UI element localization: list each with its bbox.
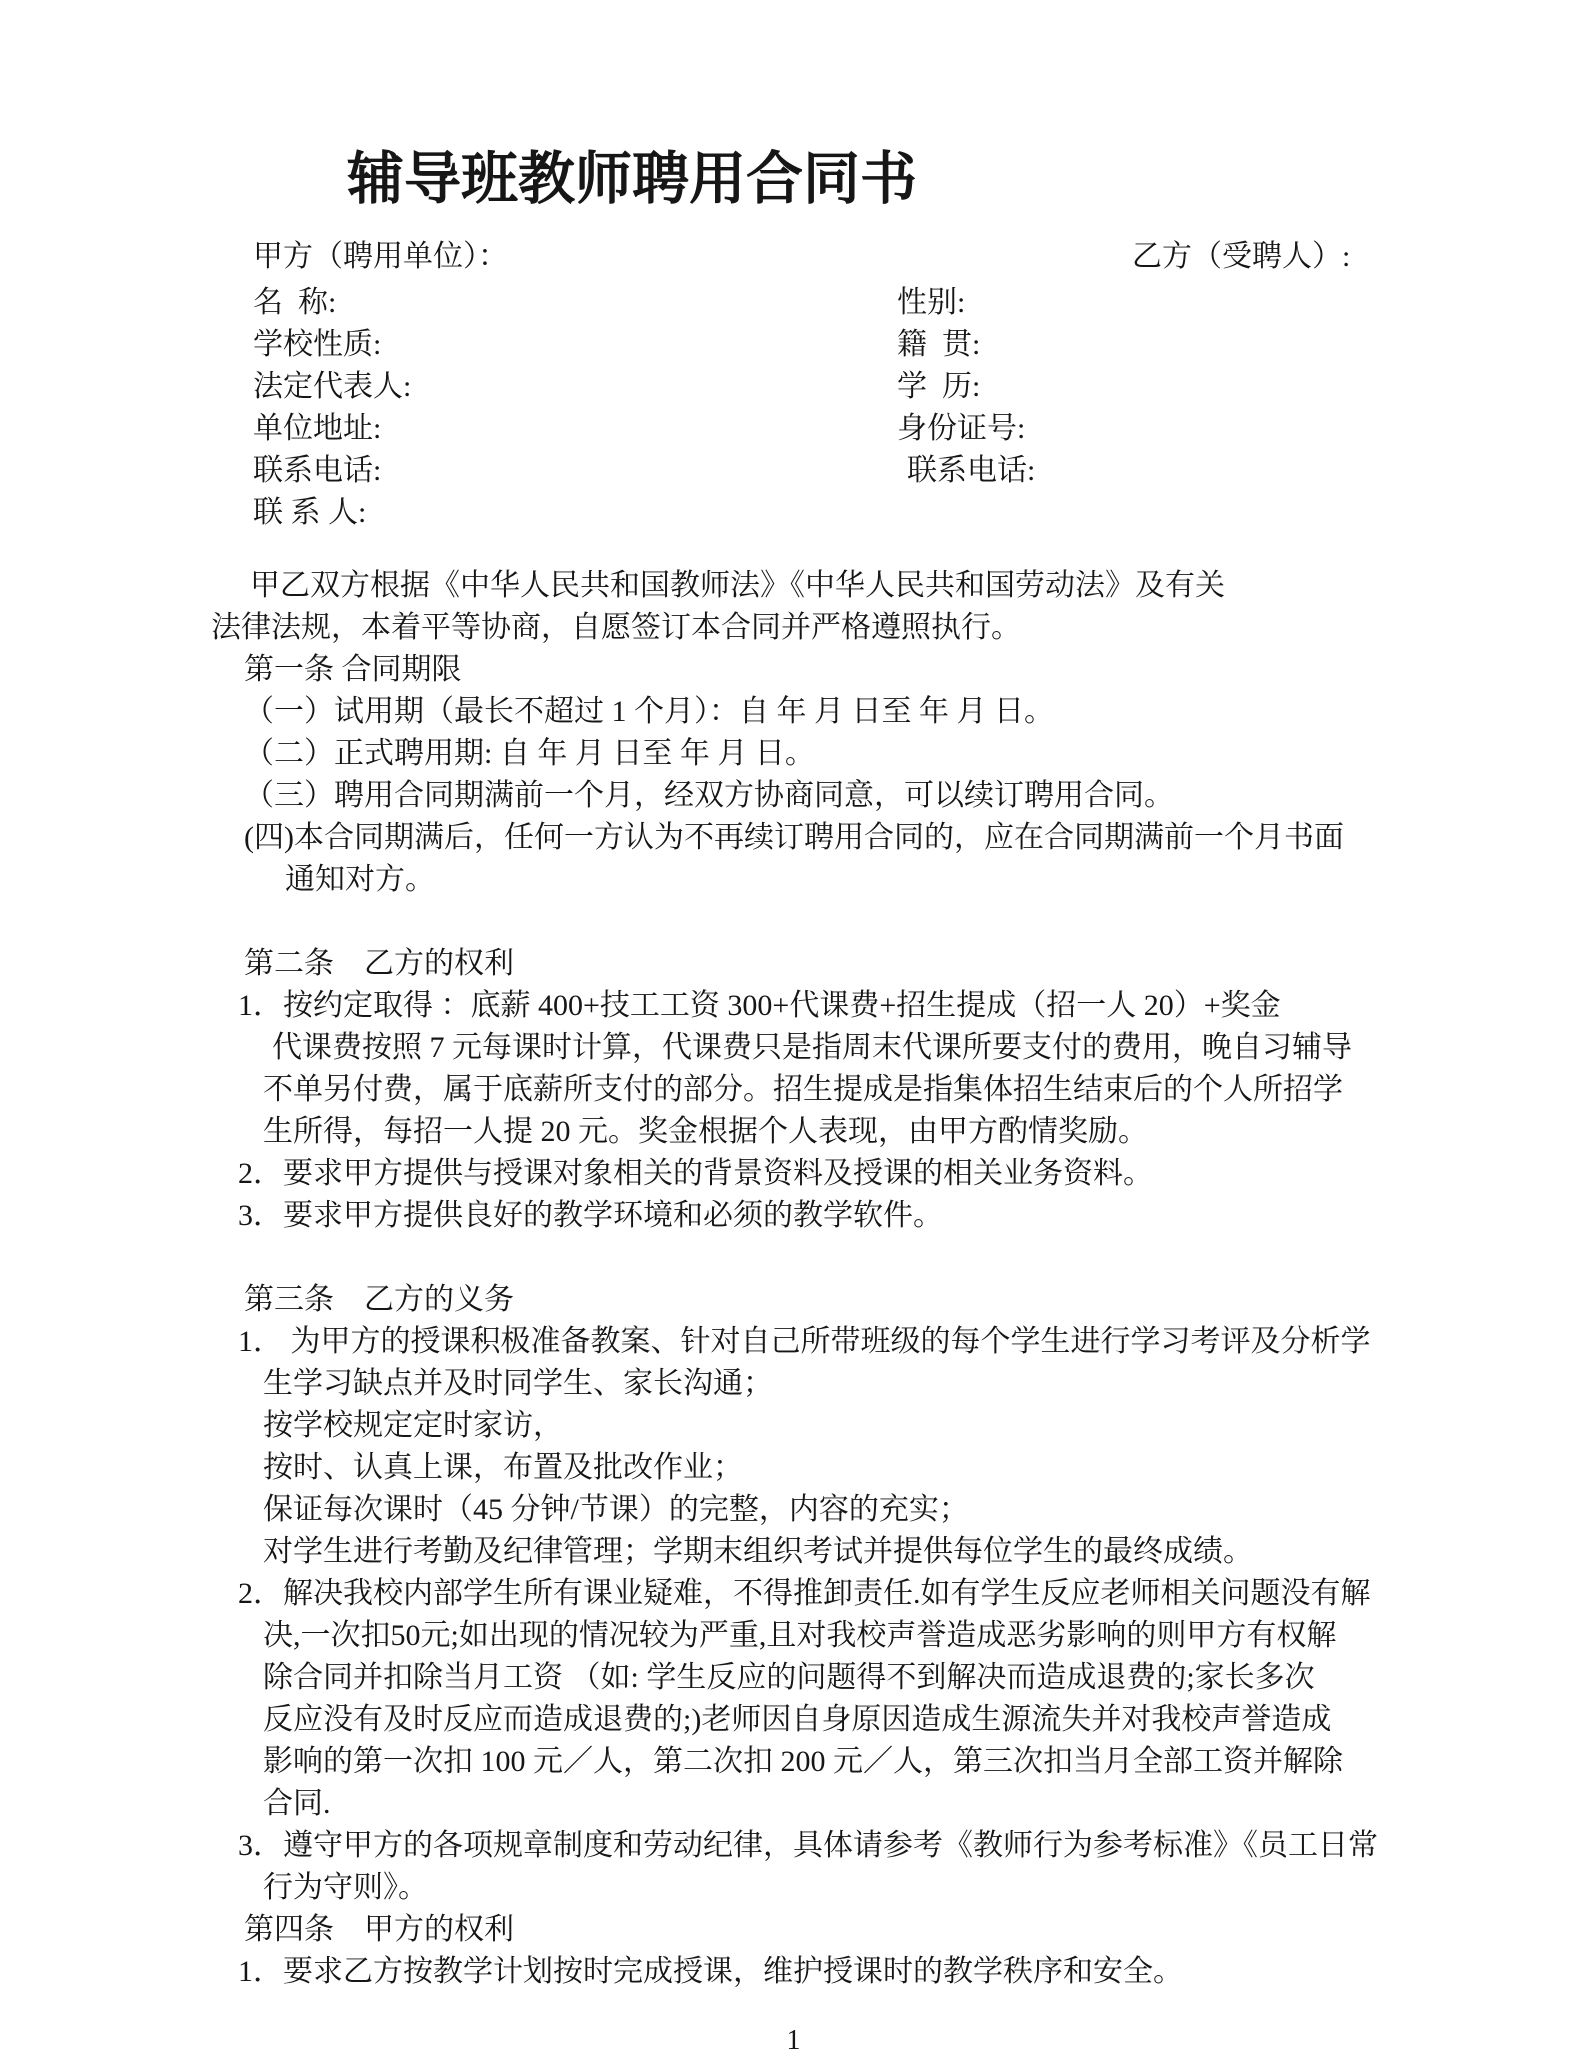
contract-line: 2．解决我校内部学生所有课业疑难，不得推卸责任.如有学生反应老师相关问题没有解 bbox=[238, 1577, 1371, 1610]
document-title: 辅导班教师聘用合同书 bbox=[347, 148, 917, 211]
contract-line: 通知对方。 bbox=[285, 863, 435, 896]
contract-line: 1． 为甲方的授课积极准备教案、针对自己所带班级的每个学生进行学习考评及分析学 bbox=[238, 1325, 1371, 1358]
contract-line: 按学校规定定时家访， bbox=[263, 1409, 563, 1442]
party-b-label: 乙方（受聘人）: bbox=[1132, 240, 1351, 273]
contract-line: 按时、认真上课，布置及批改作业； bbox=[263, 1451, 743, 1484]
field-label-unit-address: 单位地址: bbox=[253, 412, 382, 445]
field-label-phone-a: 联系电话: bbox=[253, 454, 382, 487]
contract-line: 法律法规，本着平等协商，自愿签订本合同并严格遵照执行。 bbox=[211, 611, 1021, 644]
contract-line: 对学生进行考勤及纪律管理；学期末组织考试并提供每位学生的最终成绩。 bbox=[263, 1535, 1253, 1568]
contract-line: 保证每次课时（45 分钟/节课）的完整，内容的充实； bbox=[263, 1493, 969, 1526]
field-label-id-number: 身份证号: bbox=[897, 412, 1026, 445]
contract-line: 合同. bbox=[263, 1787, 331, 1820]
field-label-legal-representative: 法定代表人: bbox=[253, 370, 412, 403]
contract-line: 不单另付费，属于底薪所支付的部分。招生提成是指集体招生结束后的个人所招学 bbox=[263, 1073, 1343, 1106]
spacer-line bbox=[211, 1237, 1551, 1279]
contract-line: 3．要求甲方提供良好的教学环境和必须的教学软件。 bbox=[238, 1199, 943, 1232]
field-label-phone-b: 联系电话: bbox=[907, 454, 1036, 487]
spacer-line bbox=[211, 901, 1551, 943]
contract-line: 1．按约定取得 ：底薪 400+技工工资 300+代课费+招生提成（招一人 20）+奖金 bbox=[238, 989, 1281, 1022]
contract-line: 反应没有及时反应而造成退费的;)老师因自身原因造成生源流失并对我校声誉造成 bbox=[263, 1703, 1332, 1736]
section-heading: 第二条 乙方的权利 bbox=[244, 947, 514, 980]
field-label-gender: 性别: bbox=[897, 286, 966, 319]
contract-line: 除合同并扣除当月工资 （如: 学生反应的问题得不到解决而造成退费的;家长多次 bbox=[263, 1661, 1315, 1694]
page-number: 1 bbox=[786, 2025, 801, 2056]
contract-line: 影响的第一次扣 100 元／人，第二次扣 200 元／人，第三次扣当月全部工资并解除 bbox=[263, 1745, 1343, 1778]
contract-line: （三）聘用合同期满前一个月，经双方协商同意，可以续订聘用合同。 bbox=[244, 779, 1174, 812]
contract-line: 行为守则》。 bbox=[263, 1871, 428, 1904]
contract-line: （二）正式聘用期: 自 年 月 日至 年 月 日。 bbox=[244, 737, 815, 770]
contract-line: (四)本合同期满后，任何一方认为不再续订聘用合同的，应在合同期满前一个月书面 bbox=[244, 821, 1344, 854]
field-label-education: 学 历: bbox=[897, 370, 981, 403]
contract-line: 代课费按照 7 元每课时计算，代课费只是指周末代课所要支付的费用，晚自习辅导 bbox=[272, 1031, 1352, 1064]
section-heading: 第一条 合同期限 bbox=[244, 653, 462, 686]
contract-line: 3．遵守甲方的各项规章制度和劳动纪律，具体请参考《教师行为参考标准》《员工日常 bbox=[238, 1829, 1378, 1862]
contract-body bbox=[211, 565, 1551, 1993]
field-label-school-type: 学校性质: bbox=[253, 328, 382, 361]
field-label-contact-person: 联 系 人: bbox=[253, 496, 367, 529]
contract-line: 1．要求乙方按教学计划按时完成授课，维护授课时的教学秩序和安全。 bbox=[238, 1955, 1183, 1988]
section-heading: 第三条 乙方的义务 bbox=[244, 1283, 514, 1316]
contract-line: 生所得，每招一人提 20 元。奖金根据个人表现，由甲方酌情奖励。 bbox=[263, 1115, 1148, 1148]
contract-line: 甲乙双方根据《中华人民共和国教师法》《中华人民共和国劳动法》及有关 bbox=[250, 569, 1225, 602]
contract-line: 生学习缺点并及时同学生、家长沟通； bbox=[263, 1367, 773, 1400]
field-label-name: 名 称: bbox=[253, 286, 337, 319]
contract-line: 决,一次扣50元;如出现的情况较为严重,且对我校声誉造成恶劣影响的则甲方有权解 bbox=[263, 1619, 1337, 1652]
field-label-native-place: 籍 贯: bbox=[897, 328, 981, 361]
contract-line: （一）试用期（最长不超过 1 个月）：自 年 月 日至 年 月 日。 bbox=[244, 695, 1054, 728]
party-a-label: 甲方（聘用单位）： bbox=[253, 240, 508, 273]
contract-line: 2．要求甲方提供与授课对象相关的背景资料及授课的相关业务资料。 bbox=[238, 1157, 1153, 1190]
section-heading: 第四条 甲方的权利 bbox=[244, 1913, 514, 1946]
